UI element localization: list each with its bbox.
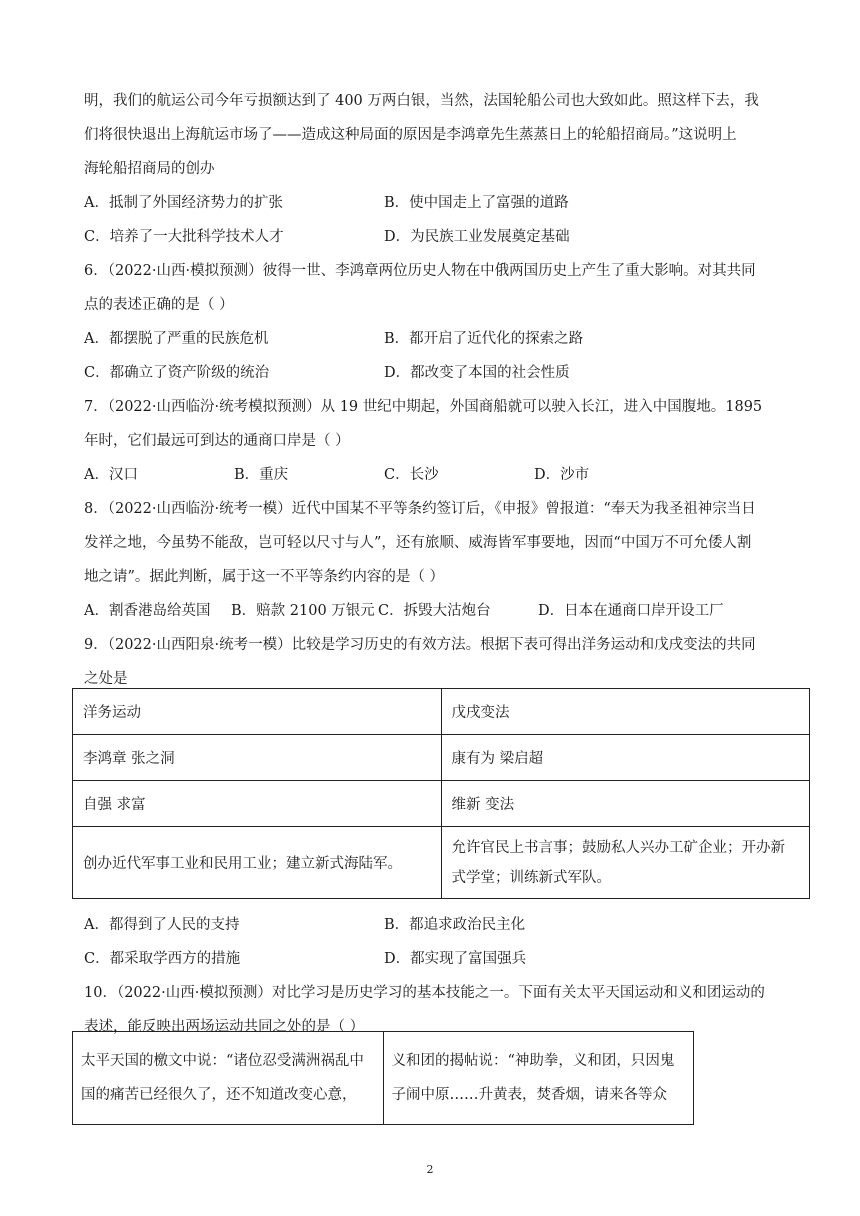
q5-text-line: 海轮船招商局的创办 <box>84 161 215 177</box>
page-content-lower <box>84 908 784 1044</box>
q6-stem-line: 6．（2022·山西·模拟预测）彼得一世、李鸿章两位历史人物在中俄两国历史上产生了重大影响。对其共同 <box>84 263 756 279</box>
q7-stem-line: 年时，它们最远可到达的通商口岸是（ ） <box>84 433 350 449</box>
q9-options-row <box>84 942 784 976</box>
table-row <box>73 781 810 827</box>
q9-comparison-table <box>72 688 810 899</box>
q9-option-a[interactable]: A．都得到了人民的支持 <box>84 917 240 933</box>
table-row <box>73 689 810 735</box>
q5-option-a[interactable]: A．抵制了外国经济势力的扩张 <box>84 195 283 211</box>
q7-option-c[interactable]: C．长沙 <box>384 467 439 483</box>
q8-stem-line: 8．（2022·山西临汾·统考一模）近代中国某不平等条约签订后，《申报》曾报道：“奉天为我圣祖神宗当日 <box>84 501 756 517</box>
q5-option-d[interactable]: D．为民族工业发展奠定基础 <box>384 229 570 245</box>
q7-option-a[interactable]: A．汉口 <box>84 467 138 483</box>
table-row <box>73 827 810 899</box>
q9-option-b[interactable]: B．都追求政治民主化 <box>384 917 526 933</box>
q6-stem-line: 点的表述正确的是（ ） <box>84 297 234 313</box>
table-cell: 维新 变法 <box>441 781 810 827</box>
q5-option-b[interactable]: B．使中国走上了富强的道路 <box>384 195 569 211</box>
table-cell: 戊戌变法 <box>441 689 810 735</box>
q8-options-row <box>84 594 784 628</box>
q10-stem-line: 10．（2022·山西·模拟预测）对比学习是历史学习的基本技能之一。下面有关太平天国运动和义和团运动的 <box>84 985 765 1001</box>
q9-stem-line: 9．（2022·山西阳泉·统考一模）比较是学习历史的有效方法。根据下表可得出洋务运动和戊戌变法的共同 <box>84 637 756 653</box>
q8-option-a[interactable]: A．割香港岛给英国 <box>84 603 211 619</box>
q10-source-table <box>72 1031 694 1125</box>
table-cell: 康有为 梁启超 <box>441 735 810 781</box>
q9-options-row <box>84 908 784 942</box>
q6-options-row <box>84 322 784 356</box>
table-row <box>73 1032 694 1125</box>
q5-options-row <box>84 186 784 220</box>
q5-text-line: 明，我们的航运公司今年亏损额达到了 400 万两白银，当然，法国轮船公司也大致如此。照这样下去，我 <box>84 93 759 109</box>
q9-option-c[interactable]: C．都采取学西方的措施 <box>84 951 241 967</box>
q9-stem-line: 之处是 <box>84 671 128 687</box>
q6-options-row <box>84 356 784 390</box>
table-cell: 创办近代军事工业和民用工业；建立新式海陆军。 <box>73 827 442 899</box>
q7-options-row <box>84 458 784 492</box>
table-cell: 太平天国的檄文中说：“诸位忍受满洲祸乱中国的痛苦已经很久了，还不知道改变心意， <box>73 1032 384 1125</box>
q8-stem-line: 发祥之地，今虽势不能敌，岂可轻以尺寸与人”，还有旅顺、威海皆军事要地，因而“中国万不可允倭人割 <box>84 535 752 551</box>
q5-options-row <box>84 220 784 254</box>
page-number: 2 <box>426 1163 434 1176</box>
q10-stem-line: 表述，能反映出两场运动共同之处的是（ ） <box>84 1019 365 1035</box>
q6-option-d[interactable]: D．都改变了本国的社会性质 <box>384 365 570 381</box>
table-cell: 义和团的揭帖说：“神助拳，义和团，只因鬼子闹中原……升黄表，焚香烟，请来各等众 <box>383 1032 694 1125</box>
table-cell: 自强 求富 <box>73 781 442 827</box>
q8-option-d[interactable]: D．日本在通商口岸开设工厂 <box>538 603 724 619</box>
table-row <box>73 735 810 781</box>
q5-option-c[interactable]: C．培养了一大批科学技术人才 <box>84 229 284 245</box>
q9-option-d[interactable]: D．都实现了富国强兵 <box>384 951 527 967</box>
q7-option-d[interactable]: D．沙市 <box>534 467 590 483</box>
table-cell: 允许官民上书言事；鼓励私人兴办工矿企业；开办新式学堂；训练新式军队。 <box>441 827 810 899</box>
page-content <box>84 84 784 696</box>
q8-stem-line: 地之请”。据此判断，属于这一不平等条约内容的是（ ） <box>84 569 445 585</box>
q6-option-c[interactable]: C．都确立了资产阶级的统治 <box>84 365 270 381</box>
q6-option-a[interactable]: A．都摆脱了严重的民族危机 <box>84 331 269 347</box>
q7-stem-line: 7．（2022·山西临汾·统考模拟预测）从 19 世纪中期起，外国商船就可以驶入长江，进入中国腹地。1895 <box>84 399 763 415</box>
q8-option-c[interactable]: C．拆毁大沽炮台 <box>378 603 491 619</box>
q8-option-b[interactable]: B．赔款 2100 万银元 <box>231 603 375 619</box>
q5-text-line: 们将很快退出上海航运市场了——造成这种局面的原因是李鸿章先生蒸蒸日上的轮船招商局。”这说明上 <box>84 127 737 143</box>
q7-option-b[interactable]: B．重庆 <box>234 467 289 483</box>
q6-option-b[interactable]: B．都开启了近代化的探索之路 <box>384 331 584 347</box>
table-cell: 洋务运动 <box>73 689 442 735</box>
table-cell: 李鸿章 张之洞 <box>73 735 442 781</box>
